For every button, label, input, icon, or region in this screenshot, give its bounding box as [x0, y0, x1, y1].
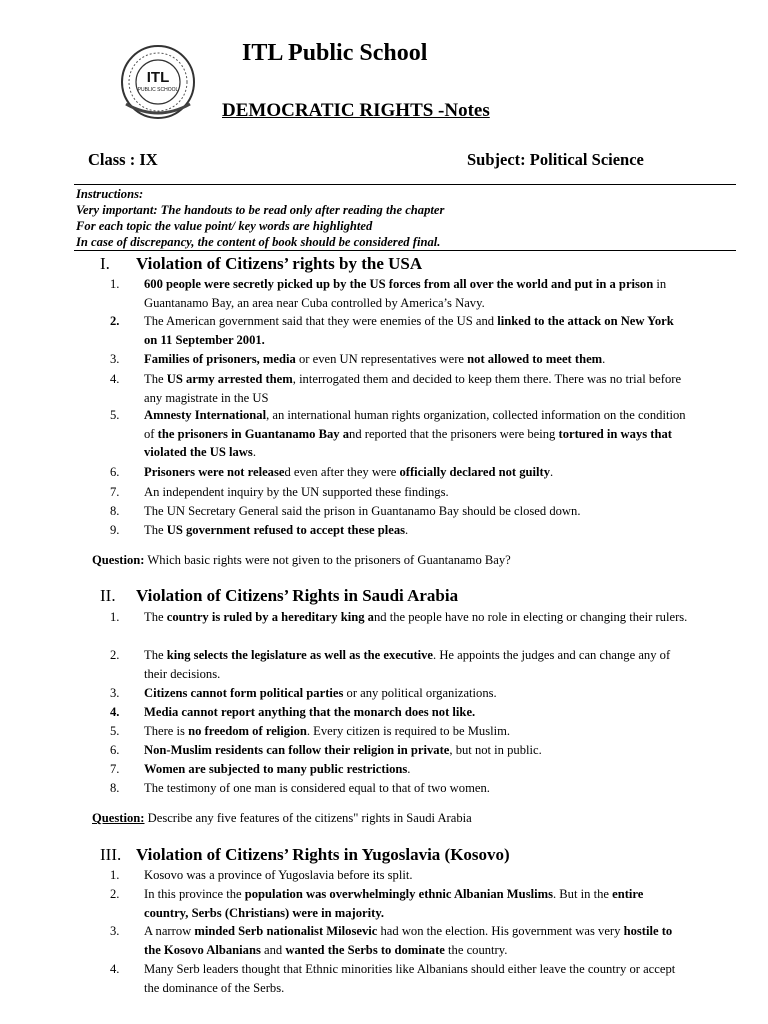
list-item-text: The testimony of one man is considered equal to that of two women. [144, 781, 490, 795]
question-label: Question: [92, 553, 145, 567]
instructions-line: In case of discrepancy, the content of book should be considered final. [76, 235, 441, 249]
list-item [110, 521, 690, 540]
section-title: Violation of Citizens’ Rights in Saudi Arabia [136, 586, 459, 605]
list-item-number: 3. [110, 352, 120, 366]
list-item-text: Amnesty International, an international human rights organization, collected information on the condition of the prisoners in Guantanamo Bay and reported that the prisoners were being tortured in ways that violated the US laws. [144, 408, 686, 459]
list-item-text: A narrow minded Serb nationalist Milosevic had won the election. His government was very hostile to the Kosovo Albanians and wanted the Serbs to dominate the country. [144, 924, 673, 957]
list-item-number: 7. [110, 485, 120, 499]
section-title: Violation of Citizens’ rights by the USA [136, 254, 423, 273]
instructions-line: Instructions: [76, 187, 144, 201]
instructions-line: Very important: The handouts to be read only after reading the chapter [76, 203, 445, 217]
section-heading [100, 254, 422, 274]
school-logo [120, 44, 196, 120]
list-item [110, 684, 690, 703]
list-item-text: The American government said that they were enemies of the US and linked to the attack on New York on 11 September 2001. [144, 314, 674, 347]
list-item-number: 2. [110, 314, 120, 328]
list-item-text: 600 people were secretly picked up by the US forces from all over the world and put in a prison in Guantanamo Bay, an area near Cuba controlled by America’s Navy. [144, 277, 667, 310]
list-item-number: 3. [110, 924, 120, 938]
list-item-number: 8. [110, 504, 120, 518]
list-item-text: Many Serb leaders thought that Ethnic minorities like Albanians should either leave the country or accept the dominance of the Serbs. [144, 962, 676, 995]
list-item [110, 741, 690, 760]
section-heading [100, 845, 510, 865]
list-item-number: 2. [110, 648, 120, 662]
list-item-text: The US army arrested them, interrogated them and decided to keep them there. There was no trial before any magistrate in the US [144, 372, 682, 405]
list-item [110, 370, 690, 407]
list-item-text: Women are subjected to many public restrictions. [144, 762, 411, 776]
list-item-text: Citizens cannot form political parties or any political organizations. [144, 686, 497, 700]
divider [74, 250, 736, 251]
list-item-text: The country is ruled by a hereditary king and the people have no role in electing or changing their rulers. [144, 610, 688, 624]
list-item-text: Families of prisoners, media or even UN representatives were not allowed to meet them. [144, 352, 606, 366]
list-item [110, 922, 690, 959]
section-number: II. [100, 586, 116, 605]
svg-text:PUBLIC SCHOOL: PUBLIC SCHOOL [137, 87, 179, 93]
list-item [110, 646, 690, 683]
list-item [110, 960, 690, 997]
section-question [92, 811, 472, 826]
list-item [110, 885, 690, 922]
list-item-number: 5. [110, 408, 120, 422]
list-item-number: 8. [110, 781, 120, 795]
section-number: I. [100, 254, 110, 273]
subject-label: Subject: Political Science [467, 150, 644, 169]
list-item-number: 4. [110, 372, 120, 386]
list-item [110, 608, 690, 627]
list-item-number: 1. [110, 868, 120, 882]
list-item [110, 463, 690, 482]
instructions-line: For each topic the value point/ key words are highlighted [76, 219, 373, 233]
svg-text:ITL: ITL [146, 69, 170, 86]
list-item-number: 7. [110, 762, 120, 776]
list-item-text: In this province the population was overwhelmingly ethnic Albanian Muslims. But in the entire country, Serbs (Christians) were in majority. [144, 887, 644, 920]
list-item-number: 6. [110, 465, 120, 479]
list-item [110, 502, 690, 521]
question-text: Which basic rights were not given to the prisoners of Guantanamo Bay? [144, 553, 511, 567]
list-item-number: 1. [110, 610, 120, 624]
section-heading [100, 586, 458, 606]
list-item-text: An independent inquiry by the UN supported these findings. [144, 485, 449, 499]
list-item-number: 9. [110, 523, 120, 537]
list-item-number: 5. [110, 724, 120, 738]
school-name: ITL Public School [242, 40, 428, 66]
list-item [110, 275, 690, 312]
list-item-number: 1. [110, 277, 120, 291]
list-item [110, 406, 690, 462]
list-item-text: The king selects the legislature as well as the executive. He appoints the judges and can change any of their decisions. [144, 648, 671, 681]
list-item-text: There is no freedom of religion. Every citizen is required to be Muslim. [144, 724, 511, 738]
list-item-number: 4. [110, 705, 120, 719]
divider [74, 184, 736, 185]
section-title: Violation of Citizens’ Rights in Yugoslavia (Kosovo) [136, 845, 510, 864]
document-title: DEMOCRATIC RIGHTS -Notes [222, 100, 490, 121]
list-item-text: Kosovo was a province of Yugoslavia before its split. [144, 868, 413, 882]
list-item-number: 4. [110, 962, 120, 976]
list-item [110, 350, 690, 369]
list-item-text: Media cannot report anything that the monarch does not like. [144, 705, 476, 719]
list-item-text: The UN Secretary General said the prison in Guantanamo Bay should be closed down. [144, 504, 581, 518]
section-number: III. [100, 845, 122, 864]
list-item [110, 483, 690, 502]
list-item-text: The US government refused to accept these pleas. [144, 523, 409, 537]
list-item-text: Non-Muslim residents can follow their religion in private, but not in public. [144, 743, 542, 757]
class-label: Class : IX [88, 150, 158, 169]
list-item [110, 760, 690, 779]
section-question [92, 553, 511, 568]
instructions-box [76, 186, 444, 250]
list-item-number: 6. [110, 743, 120, 757]
list-item-text: Prisoners were not released even after they were officially declared not guilty. [144, 465, 554, 479]
question-label: Question: [92, 811, 145, 825]
list-item [110, 312, 690, 349]
list-item-number: 3. [110, 686, 120, 700]
list-item [110, 866, 690, 885]
list-item [110, 722, 690, 741]
list-item [110, 703, 690, 722]
question-text: Describe any five features of the citizens" rights in Saudi Arabia [144, 811, 472, 825]
list-item-number: 2. [110, 887, 120, 901]
list-item [110, 779, 690, 798]
